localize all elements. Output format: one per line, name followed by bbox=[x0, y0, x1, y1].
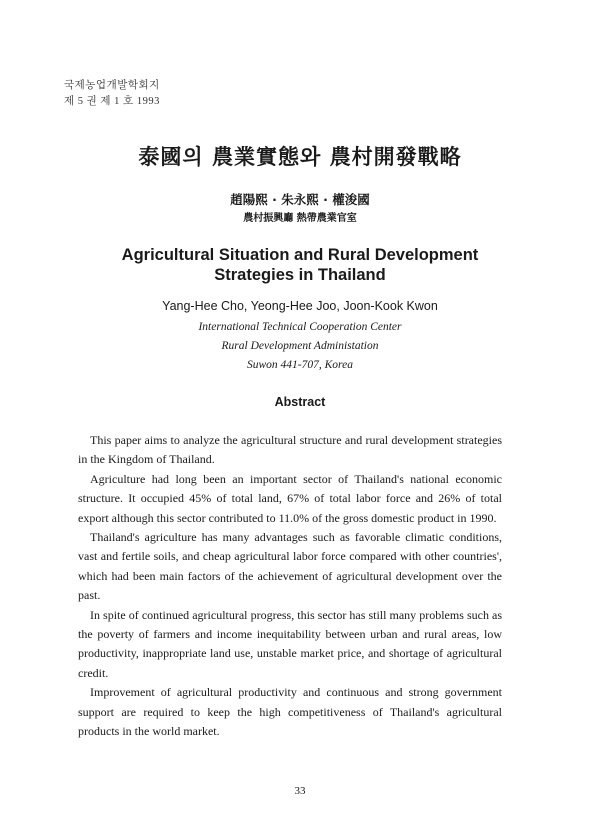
journal-volume-issue: 제 5 권 제 1 호 1993 bbox=[64, 96, 160, 107]
abstract-paragraph: This paper aims to analyze the agricultural structure and rural development strategies in the Kingdom of Thailand. bbox=[78, 433, 502, 467]
english-authors: Yang-Hee Cho, Yeong-Hee Joo, Joon-Kook Kwon bbox=[162, 299, 438, 313]
english-title-line-1: Agricultural Situation and Rural Development bbox=[121, 246, 479, 264]
korean-authors: 趙陽熙 · 朱永熙 · 權浚國 bbox=[230, 192, 370, 207]
affiliation-line-3: Suwon 441-707, Korea bbox=[247, 359, 353, 371]
abstract-paragraph: Thailand's agriculture has many advantages such as favorable climatic conditions, vast and fertile soils, and cheap agricultural labor force compared with other countries', which had been main factors of the achievement of agricultural development over the past. bbox=[78, 530, 502, 603]
page-number: 33 bbox=[294, 785, 306, 797]
abstract-paragraph: Agriculture had long been an important sector of Thailand's national economic structure. It occupied 45% of total land, 67% of total labor force and 26% of total export although this sector contributed to 11.0% of the gross domestic product in 1990. bbox=[78, 471, 502, 525]
english-title-line-2: Strategies in Thailand bbox=[214, 266, 386, 284]
korean-title: 泰國의 農業實態와 農村開發戰略 bbox=[138, 145, 462, 169]
abstract-body bbox=[78, 431, 502, 742]
abstract-paragraph: Improvement of agricultural productivity and continuous and strong government support are required to keep the high competitiveness of Thailand's agricultural products in the world market. bbox=[78, 685, 502, 739]
affiliation-line-1: International Technical Cooperation Center bbox=[198, 321, 402, 333]
journal-name: 국제농업개발학회지 bbox=[64, 80, 160, 91]
english-affiliation bbox=[0, 318, 600, 375]
journal-header bbox=[64, 78, 160, 110]
korean-affiliation: 農村振興廳 熱帶農業官室 bbox=[243, 213, 357, 224]
affiliation-line-2: Rural Development Administation bbox=[221, 340, 379, 352]
english-title bbox=[0, 245, 600, 285]
abstract-heading: Abstract bbox=[274, 395, 326, 409]
abstract-paragraph: In spite of continued agricultural progress, this sector has still many problems such as the poverty of farmers and income inequitability between urban and rural areas, low productivity, inappropriate land use, unstable market price, and shortage of agricultural credit. bbox=[78, 607, 502, 680]
